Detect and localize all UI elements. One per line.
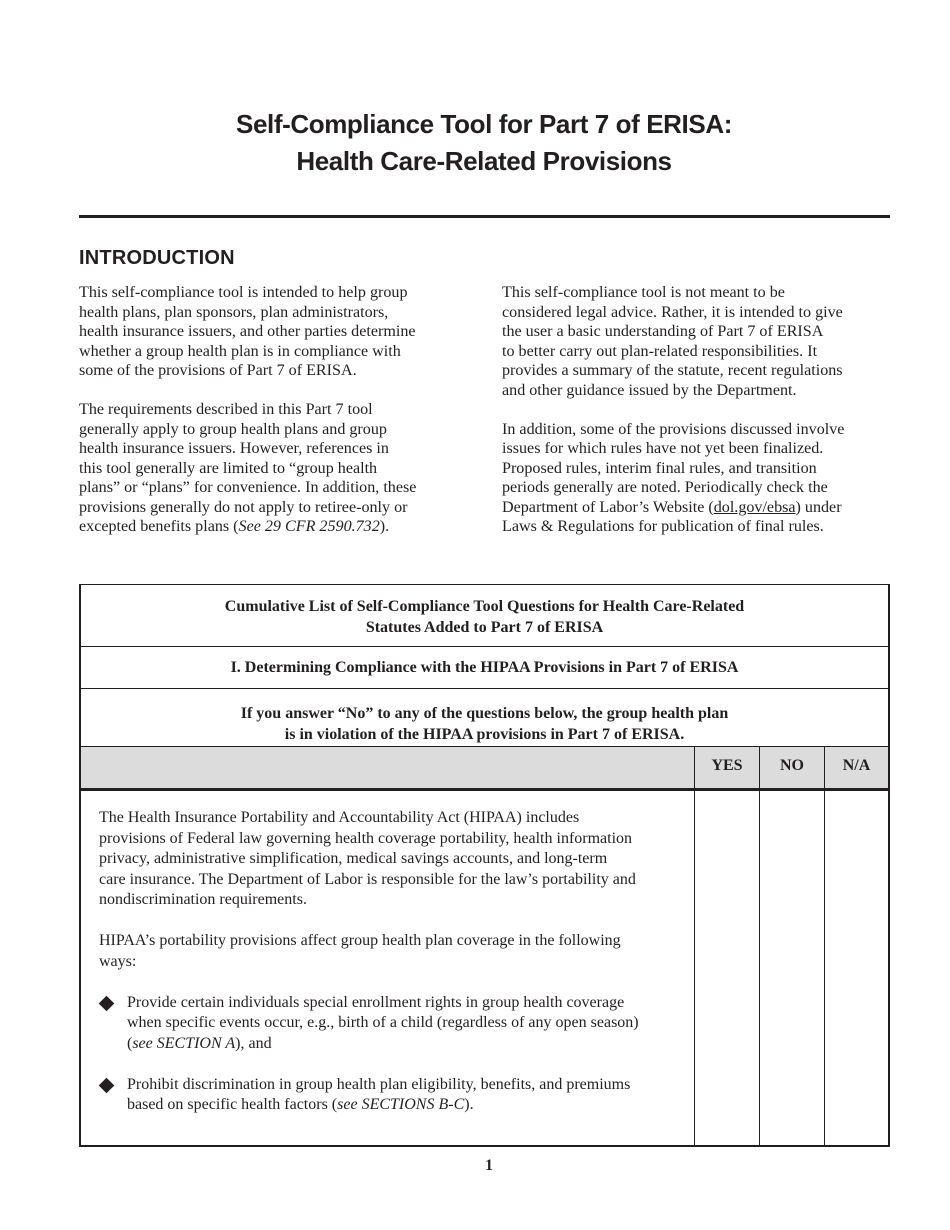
table-header-cumulative-list [81,585,888,647]
title-divider [79,215,890,218]
intro-left-para-1 [79,283,474,381]
text-line: plans” or “plans” for convenience. In addition, these [79,479,417,496]
text-line: The requirements described in this Part 7 tool [79,401,373,418]
text-line [79,517,474,537]
header-line: If you answer “No” to any of the questions below, the group health plan [240,705,729,722]
text-line: The Health Insurance Portability and Accountability Act (HIPAA) includes [99,809,580,826]
text-fragment: ) under [795,498,842,516]
text-fragment: ). [464,1096,474,1113]
text-line: Laws & Regulations for publication of final rules. [502,518,824,535]
intro-right-para-1 [502,283,894,400]
text-line: periods generally are noted. Periodically check the [502,479,828,496]
table-header-instruction [81,689,888,747]
text-line: This self-compliance tool is not meant to be [502,284,785,301]
bullet-item-nondiscrimination [99,1075,689,1116]
cfr-citation: See 29 CFR 2590.732 [238,518,380,535]
text-line: health plans, plan sponsors, plan administrators, [79,303,389,321]
text-line [127,1034,689,1055]
column-header-no: NO [780,757,804,774]
paragraph-gap [502,400,894,420]
text-line: This self-compliance tool is intended to help group [79,284,408,301]
diamond-bullet-icon [99,995,115,1011]
text-line: to better carry out plan-related responsibilities. It [502,342,818,360]
intro-left-para-2 [79,400,474,537]
text-line: provides a summary of the statute, recent regulations [502,362,843,379]
text-line [502,498,894,518]
text-line: Proposed rules, interim final rules, and transition [502,459,817,477]
header-line: is in violation of the HIPAA provisions in Part 7 of ERISA. [284,726,685,743]
diamond-bullet-icon [99,1077,115,1093]
text-line: health insurance issuers, and other parties determine [79,323,416,340]
text-line: some of the provisions of Part 7 of ERISA. [79,362,357,379]
title-line-1: Self-Compliance Tool for Part 7 of ERISA: [236,109,732,139]
column-divider [759,747,760,1145]
text-line: nondiscrimination requirements. [99,891,307,908]
intro-right-para-2 [502,420,894,537]
header-line: Statutes Added to Part 7 of ERISA [365,619,604,636]
dol-website-link[interactable]: dol.gov/ebsa [713,498,796,516]
table-header-section-title [81,648,888,689]
section-reference: see SECTION A [132,1034,236,1052]
paragraph-gap [99,972,689,993]
text-fragment: ), and [235,1034,272,1052]
text-line: care insurance. The Department of Labor is responsible for the law’s portability and [99,870,636,888]
text-line: In addition, some of the provisions discussed involve [502,420,845,438]
column-divider [824,747,825,1145]
paragraph-gap [99,911,689,932]
bullet-item-special-enrollment [99,993,689,1055]
page-title [0,106,950,180]
column-divider [694,747,695,1145]
text-line: ways: [99,952,137,970]
text-line: Provide certain individuals special enrollment rights in group health coverage [127,993,625,1011]
introduction-heading: INTRODUCTION [79,247,235,269]
text-line: privacy, administrative simplification, medical savings accounts, and long-term [99,850,608,867]
text-line: when specific events occur, e.g., birth of a child (regardless of any open season) [127,1014,639,1031]
text-line: Prohibit discrimination in group health plan eligibility, benefits, and premiums [127,1075,631,1093]
text-line: and other guidance issued by the Department. [502,381,797,399]
text-line: generally apply to group health plans and group [79,420,387,438]
hipaa-description [99,808,689,1116]
text-fragment: excepted benefits plans ( [79,518,239,535]
text-line: issues for which rules have not yet been finalized. [502,440,824,457]
paragraph-gap [99,1054,689,1075]
table-column-header-row [81,747,888,791]
text-fragment: Department of Labor’s Website ( [502,498,714,516]
header-line: I. Determining Compliance with the HIPAA Provisions in Part 7 of ERISA [230,659,739,676]
page-number: 1 [485,1157,493,1174]
text-line: provisions of Federal law governing health coverage portability, health information [99,829,633,847]
text-line [127,1095,689,1116]
text-line: HIPAA’s portability provisions affect group health plan coverage in the following [99,932,621,949]
text-line: the user a basic understanding of Part 7 of ERISA [502,323,824,340]
text-line: provisions generally do not apply to retiree-only or [79,498,408,516]
text-line: whether a group health plan is in compliance with [79,342,401,360]
intro-left-column [79,283,474,537]
text-fragment: ). [379,518,390,535]
column-header-yes: YES [711,757,743,774]
text-line: this tool generally are limited to “group health [79,459,378,477]
header-line: Cumulative List of Self-Compliance Tool Questions for Health Care-Related [224,598,745,615]
paragraph-gap [79,381,474,401]
text-line: health insurance issuers. However, references in [79,440,389,457]
title-line-2: Health Care-Related Provisions [296,146,672,176]
compliance-table [79,584,890,1147]
text-fragment: ( [127,1034,133,1052]
text-line: considered legal advice. Rather, it is intended to give [502,303,843,321]
column-header-na: N/A [842,757,871,774]
text-fragment: based on specific health factors ( [127,1096,338,1113]
section-reference: see SECTIONS B-C [337,1096,465,1113]
intro-right-column [502,283,894,537]
